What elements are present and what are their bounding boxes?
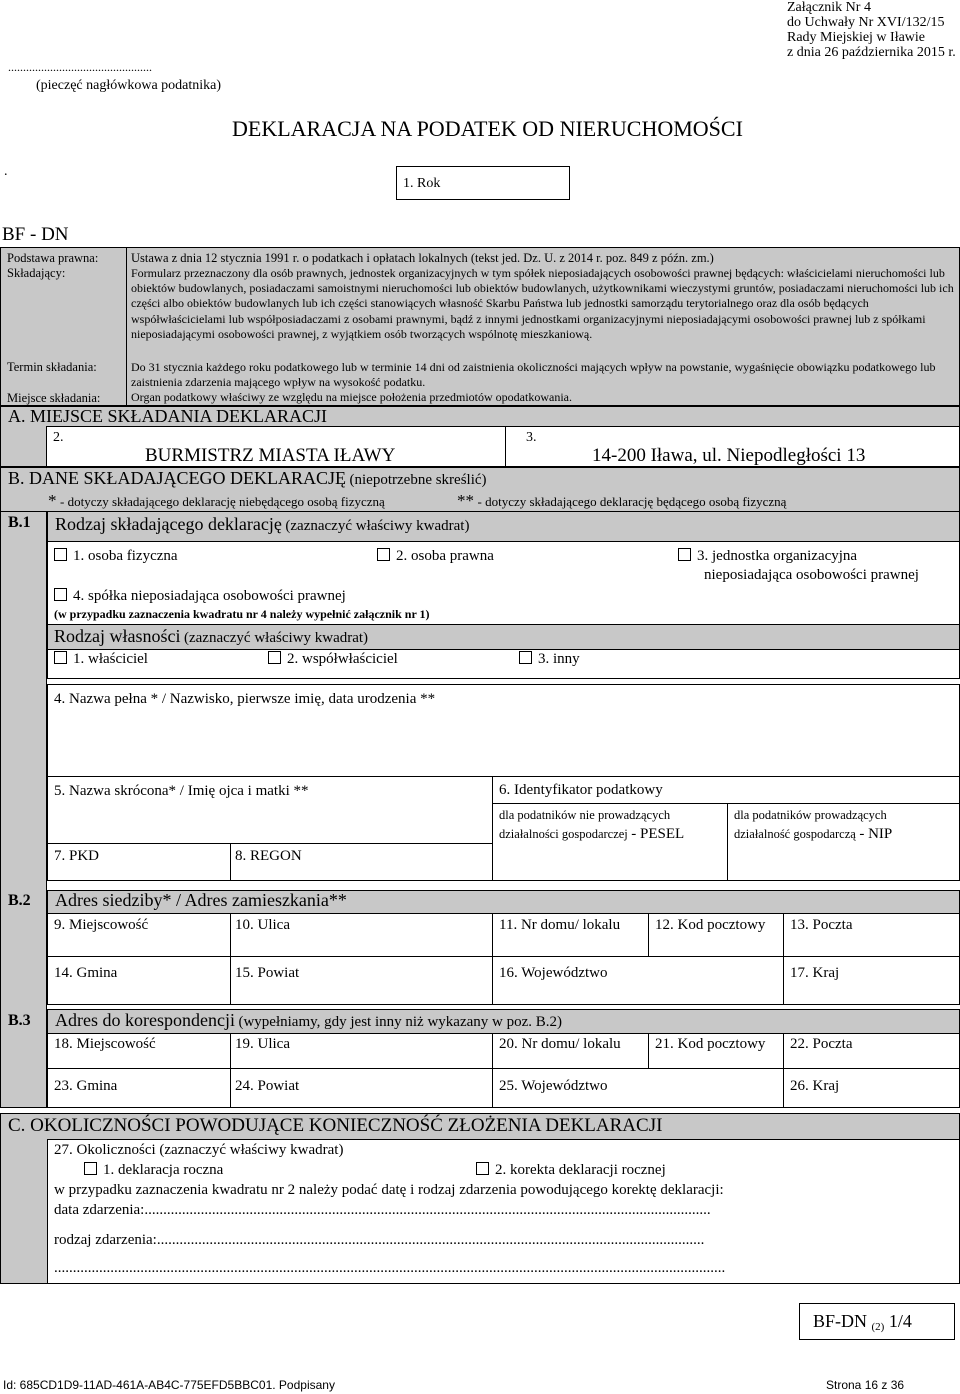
page-box-text <box>813 1311 912 1333</box>
note-1 <box>48 491 385 511</box>
field-27[interactable] <box>47 1139 960 1284</box>
field-22[interactable] <box>783 1033 960 1069</box>
field-6a-code: - PESEL <box>631 826 685 842</box>
checkbox-icon[interactable] <box>84 1162 97 1175</box>
checkbox-icon[interactable] <box>377 548 390 561</box>
field-27-label: 27. Okoliczności (zaznaczyć właściwy kwadrat) <box>54 1142 344 1158</box>
checkbox-icon[interactable] <box>54 588 67 601</box>
field-4[interactable] <box>47 684 960 777</box>
field-12-label: 12. Kod pocztowy <box>655 917 766 933</box>
field-14-label: 14. Gmina <box>54 965 118 981</box>
field-5[interactable] <box>47 776 493 844</box>
field-7-label: 7. PKD <box>54 848 100 864</box>
field-6a-line-1: dla podatników nie prowadzących <box>499 808 671 822</box>
field-22-label: 22. Poczta <box>790 1036 853 1052</box>
circumstance-option-2[interactable] <box>476 1162 666 1179</box>
field-11-label: 11. Nr domu/ lokalu <box>499 917 621 933</box>
place-text: Organ podatkowy właściwy ze względu na miejsce położenia przedmiotów opodatkowania. <box>131 390 572 404</box>
checkbox-icon[interactable] <box>476 1162 489 1175</box>
filer-text: Formularz przeznaczony dla osób prawnych, jednostek organizacyjnych w tym spółek nieposiadających osobowości prawnej będących: właścicielami nieruchomości lub obiektów budowlanych, posiadaczami samoistnymi nieruchomości lub obiektów budowlanych, użytkownikami wieczystymi gruntów, posiadaczami nieruchomości lub ich części albo obiektów budowlanych lub ich części stanowiących własność Skarbu Państwa lub jednostki samorządu terytorialnego oraz dla osób będących współwłaścicielami lub współposiadaczami z osobami prawnymi, bądź z innymi jednostkami organizacyjnymi nieposiadającymi osobowości prawnej lub z spółkami nieposiadającymi osobowości prawnej, z wyjątkiem osób tworzących wspólnotę mieszkaniową. <box>131 266 954 341</box>
extra-line[interactable]: ................................................................................................................................................................................... <box>54 1260 726 1276</box>
year-label: 1. Rok <box>403 176 441 191</box>
field-16-label: 16. Województwo <box>499 965 608 981</box>
b3-title-note: (wypełniamy, gdy jest inny niż wykazany w poz. B.2) <box>238 1014 563 1030</box>
b1-title-note: (zaznaczyć właściwy kwadrat) <box>285 518 470 534</box>
field-2-value: BURMISTRZ MIASTA IŁAWY <box>145 445 396 466</box>
footer-id: Id: 685CD1D9-11AD-461A-AB4C-775EFD5BBC01. Podpisany <box>3 1378 335 1392</box>
field-16[interactable] <box>492 956 784 1005</box>
field-3[interactable] <box>505 426 960 467</box>
ownership-option-2[interactable] <box>268 651 398 668</box>
field-24-label: 24. Powiat <box>235 1078 300 1094</box>
field-23-label: 23. Gmina <box>54 1078 118 1094</box>
event-type-line[interactable]: rodzaj zdarzenia:.................................................................................................................................................. <box>54 1232 705 1248</box>
ownership-option-3[interactable] <box>519 651 580 668</box>
field-13-label: 13. Poczta <box>790 917 853 933</box>
field-21[interactable] <box>648 1033 784 1069</box>
annex-line-3: Rady Miejskiej w Iławie <box>787 30 926 45</box>
field-5-label: 5. Nazwa skrócona* / Imię ojca i matki ** <box>54 783 309 799</box>
year-field[interactable] <box>396 166 570 200</box>
field-3-num: 3. <box>526 430 537 445</box>
field-6a-line-2 <box>499 826 684 843</box>
b3-code: B.3 <box>8 1012 31 1029</box>
option-4-label: 4. spółka nieposiadająca osobowości prawnej <box>73 588 346 604</box>
field-17[interactable] <box>783 956 960 1005</box>
field-18-label: 18. Miejscowość <box>54 1036 156 1052</box>
field-6b-line-2-text: działalność gospodarczą <box>734 827 856 841</box>
section-b-title-text: B. DANE SKŁADAJĄCEGO DEKLARACJĘ <box>8 468 347 488</box>
place-label: Miejsce składania: <box>7 391 101 405</box>
field-20-label: 20. Nr domu/ lokalu <box>499 1036 621 1052</box>
field-15[interactable] <box>230 956 493 1005</box>
page-box-page: 1/4 <box>888 1311 912 1331</box>
field-11[interactable] <box>492 913 649 957</box>
event-date-line[interactable]: data zdarzenia:....................................................................................................................................................... <box>54 1202 711 1218</box>
field-14[interactable] <box>47 956 231 1005</box>
legal-basis-label: Podstawa prawna: <box>7 251 99 265</box>
field-10[interactable] <box>230 913 493 957</box>
field-20[interactable] <box>492 1033 649 1069</box>
b2-title: Adres siedziby* / Adres zamieszkania** <box>55 890 347 910</box>
page-box-prefix: BF-DN <box>813 1311 868 1331</box>
deadline-text: Do 31 stycznia każdego roku podatkowego lub w terminie 14 dni od zaistnienia okoliczności mających wpływ na powstanie, wygaśnięcie obowiązku podatkowego lub zaistnienia zdarzenia mającego wpływ na wysokość podatku. <box>131 360 936 390</box>
note-2-mark: ** <box>457 491 474 510</box>
field-6b-line-1: dla podatników prowadzących <box>734 808 887 822</box>
annex-line-1: Załącznik Nr 4 <box>787 0 871 15</box>
note-1-mark: * <box>48 491 57 510</box>
field-2[interactable] <box>46 426 506 467</box>
field-6b-code: - NIP <box>859 826 893 842</box>
circumstance-option-2-label: 2. korekta deklaracji rocznej <box>495 1162 666 1178</box>
field-9-label: 9. Miejscowość <box>54 917 149 933</box>
filer-label: Składający: <box>7 266 66 280</box>
stamp-label: (pieczęć nagłówkowa podatnika) <box>36 78 222 93</box>
form-code: BF - DN <box>2 224 69 245</box>
note-2-text: - dotyczy składającego deklarację będącego osobą fizyczną <box>477 494 787 509</box>
field-6a-line-2-text: działalności gospodarczej <box>499 827 628 841</box>
field-13[interactable] <box>783 913 960 957</box>
field-12[interactable] <box>648 913 784 957</box>
footer-page: Strona 16 z 36 <box>826 1378 905 1392</box>
checkbox-icon[interactable] <box>678 548 691 561</box>
option-1-label: 1. osoba fizyczna <box>73 548 178 564</box>
b1-title-text: Rodzaj składającego deklarację <box>55 514 282 534</box>
field-19[interactable] <box>230 1033 493 1069</box>
field-15-label: 15. Powiat <box>235 965 300 981</box>
section-b-title <box>8 468 487 489</box>
ownership-title <box>54 626 368 647</box>
checkbox-icon[interactable] <box>54 548 67 561</box>
section-c-title: C. OKOLICZNOŚCI POWODUJĄCE KONIECZNOŚĆ ZŁOŻENIA DEKLARACJI <box>8 1115 663 1136</box>
b3-title <box>55 1010 562 1031</box>
option-3-line-2: nieposiadająca osobowości prawnej <box>704 567 919 583</box>
checkbox-icon[interactable] <box>54 651 67 664</box>
stray-dot: . <box>4 164 8 179</box>
section-b-title-note: (niepotrzebne skreślić) <box>349 472 487 488</box>
field-6b-nip[interactable] <box>727 803 960 881</box>
field-6b-line-2 <box>734 826 892 843</box>
section-a-title: A. MIEJSCE SKŁADANIA DEKLARACJI <box>8 406 328 426</box>
field-25-label: 25. Województwo <box>499 1078 608 1094</box>
legal-basis-text: Ustawa z dnia 12 stycznia 1991 r. o podatkach i opłatach lokalnych (tekst jed. Dz. U. z 2014 r. poz. 849 z późn. zm.) <box>131 251 714 265</box>
field-8[interactable] <box>230 843 493 881</box>
field-26[interactable] <box>783 1068 960 1108</box>
checkbox-icon[interactable] <box>268 651 281 664</box>
b3-title-text: Adres do korespondencji <box>55 1010 235 1030</box>
circumstance-option-1-label: 1. deklaracja roczna <box>103 1162 224 1178</box>
field-10-label: 10. Ulica <box>235 917 290 933</box>
field-17-label: 17. Kraj <box>790 965 840 981</box>
field-18[interactable] <box>47 1033 231 1069</box>
deadline-label: Termin składania: <box>7 360 97 374</box>
ownership-options-area <box>47 649 960 679</box>
ownership-option-1[interactable] <box>54 651 148 668</box>
checkbox-icon[interactable] <box>519 651 532 664</box>
note-2 <box>457 491 786 511</box>
field-6a-pesel[interactable] <box>492 803 728 881</box>
field-8-label: 8. REGON <box>235 848 302 864</box>
option-1[interactable] <box>54 548 178 565</box>
option-3[interactable] <box>678 548 857 565</box>
option-2-label: 2. osoba prawna <box>396 548 494 564</box>
b2-code: B.2 <box>8 892 31 909</box>
field-25[interactable] <box>492 1068 784 1108</box>
field-24[interactable] <box>230 1068 493 1108</box>
field-4-label: 4. Nazwa pełna * / Nazwisko, pierwsze imię, data urodzenia ** <box>54 691 436 707</box>
stamp-dots: ................................................ <box>8 60 152 74</box>
page-box-sub: (2) <box>871 1321 885 1333</box>
ownership-option-1-label: 1. właściciel <box>73 651 148 667</box>
ownership-title-note: (zaznaczyć właściwy kwadrat) <box>183 630 369 646</box>
option-3-label: 3. jednostka organizacyjna <box>697 548 858 564</box>
ownership-option-2-label: 2. współwłaściciel <box>287 651 398 667</box>
b1-code: B.1 <box>8 514 31 531</box>
field-23[interactable] <box>47 1068 231 1108</box>
field-19-label: 19. Ulica <box>235 1036 290 1052</box>
field-21-label: 21. Kod pocztowy <box>655 1036 766 1052</box>
page-title: DEKLARACJA NA PODATEK OD NIERUCHOMOŚCI <box>232 116 743 141</box>
correction-instruction: w przypadku zaznaczenia kwadratu nr 2 należy podać datę i rodzaj zdarzenia powodującego korektę deklaracji: <box>54 1182 724 1198</box>
annex-line-4: z dnia 26 października 2015 r. <box>787 45 956 60</box>
field-6-label: 6. Identyfikator podatkowy <box>499 782 663 798</box>
page-box <box>799 1303 955 1340</box>
field-3-value: 14-200 Iława, ul. Niepodległości 13 <box>592 445 866 466</box>
field-26-label: 26. Kraj <box>790 1078 840 1094</box>
b1-title <box>55 514 469 535</box>
annex-line-2: do Uchwały Nr XVI/132/15 <box>787 15 945 30</box>
option-4[interactable] <box>54 588 346 605</box>
field-7[interactable] <box>47 843 231 881</box>
option-4-note: (w przypadku zaznaczenia kwadratu nr 4 należy wypełnić załącznik nr 1) <box>54 607 430 621</box>
ownership-title-text: Rodzaj własności <box>54 626 181 646</box>
circumstance-option-1[interactable] <box>84 1162 223 1179</box>
note-1-text: - dotyczy składającego deklarację niebędącego osobą fizyczną <box>60 494 385 509</box>
option-2[interactable] <box>377 548 494 565</box>
ownership-option-3-label: 3. inny <box>538 651 580 667</box>
field-2-num: 2. <box>53 430 64 445</box>
field-9[interactable] <box>47 913 231 957</box>
